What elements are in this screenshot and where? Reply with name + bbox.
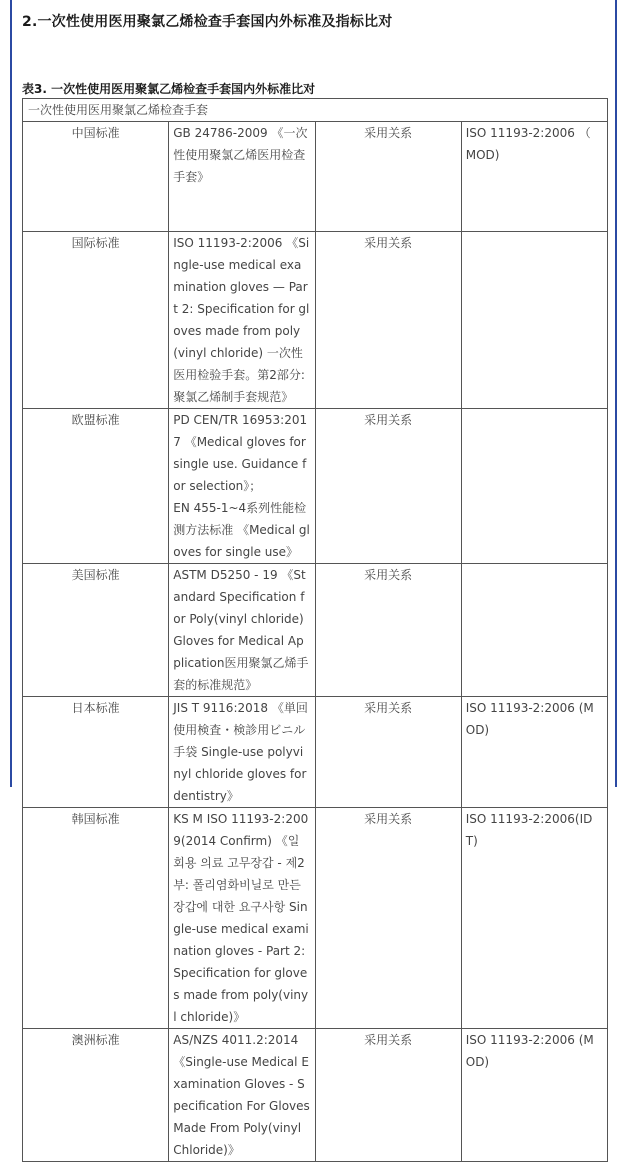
equivalent-cell: ISO 11193-2:2006 （ MOD): [461, 122, 607, 232]
adoption-cell: 采用关系: [315, 409, 461, 564]
equivalent-cell: ISO 11193-2:2006 (MOD): [461, 697, 607, 808]
region-cell: 国际标准: [23, 232, 169, 409]
equivalent-cell: [461, 232, 607, 409]
standard-cell: GB 24786-2009 《一次性使用聚氯乙烯医用检查手套》: [169, 122, 315, 232]
standard-cell: KS M ISO 11193-2:2009(2014 Confirm) 《일회용 의료 고무장갑 - 제2부: 폴리염화비닐로 만든 장갑에 대한 요구사항 Single-use medical examination gloves - Part 2: Specification for gloves made from poly(vinyl chloride)》: [169, 808, 315, 1029]
table-row: [23, 564, 608, 697]
standard-cell: [169, 409, 315, 564]
table-header-row: [23, 99, 608, 122]
adoption-cell: 采用关系: [315, 808, 461, 1029]
equivalent-cell: [461, 564, 607, 697]
standard-cell: ISO 11193-2:2006 《Single-use medical examination gloves — Part 2: Specification for gloves made from poly(vinyl chloride) 一次性医用检验手套。第2部分:聚氯乙烯制手套规范》: [169, 232, 315, 409]
standard-text-extra: EN 455-1~4系列性能检测方法标准 《Medical gloves for single use》: [173, 501, 310, 559]
adoption-cell: 采用关系: [315, 564, 461, 697]
table-row: [23, 697, 608, 808]
region-cell: 美国标准: [23, 564, 169, 697]
equivalent-cell: ISO 11193-2:2006(IDT): [461, 808, 607, 1029]
table-row: [23, 122, 608, 232]
region-cell: 澳洲标准: [23, 1029, 169, 1162]
adoption-cell: 采用关系: [315, 232, 461, 409]
region-cell: 中国标准: [23, 122, 169, 232]
equivalent-cell: ISO 11193-2:2006 (MOD): [461, 1029, 607, 1162]
adoption-cell: 采用关系: [315, 697, 461, 808]
region-cell: 欧盟标准: [23, 409, 169, 564]
adoption-cell: 采用关系: [315, 122, 461, 232]
standard-cell: AS/NZS 4011.2:2014《Single-use Medical Examination Gloves - Specification For Gloves Made From Poly(vinyl Chloride)》: [169, 1029, 315, 1162]
equivalent-cell: [461, 409, 607, 564]
table-row: [23, 409, 608, 564]
section-heading: 2.一次性使用医用聚氯乙烯检查手套国内外标准及指标比对: [22, 14, 393, 30]
standard-text: PD CEN/TR 16953:2017 《Medical gloves for single use. Guidance for selection》；: [173, 413, 308, 493]
adoption-cell: 采用关系: [315, 1029, 461, 1162]
table-row: [23, 808, 608, 1029]
table-row: [23, 232, 608, 409]
standard-cell: JIS T 9116:2018 《単回使用検査・検診用ビニル手袋 Single-use polyvinyl chloride gloves for dentistry》: [169, 697, 315, 808]
table-row: [23, 1029, 608, 1162]
table-caption: 表3. 一次性使用医用聚氯乙烯检查手套国内外标准比对: [22, 82, 316, 96]
standards-table: [22, 98, 608, 1162]
table-header-label: 一次性使用医用聚氯乙烯检查手套: [23, 99, 608, 122]
region-cell: 韩国标准: [23, 808, 169, 1029]
region-cell: 日本标准: [23, 697, 169, 808]
standard-cell: ASTM D5250 - 19 《Standard Specification for Poly(vinyl chloride) Gloves for Medical Application医用聚氯乙烯手套的标准规范》: [169, 564, 315, 697]
